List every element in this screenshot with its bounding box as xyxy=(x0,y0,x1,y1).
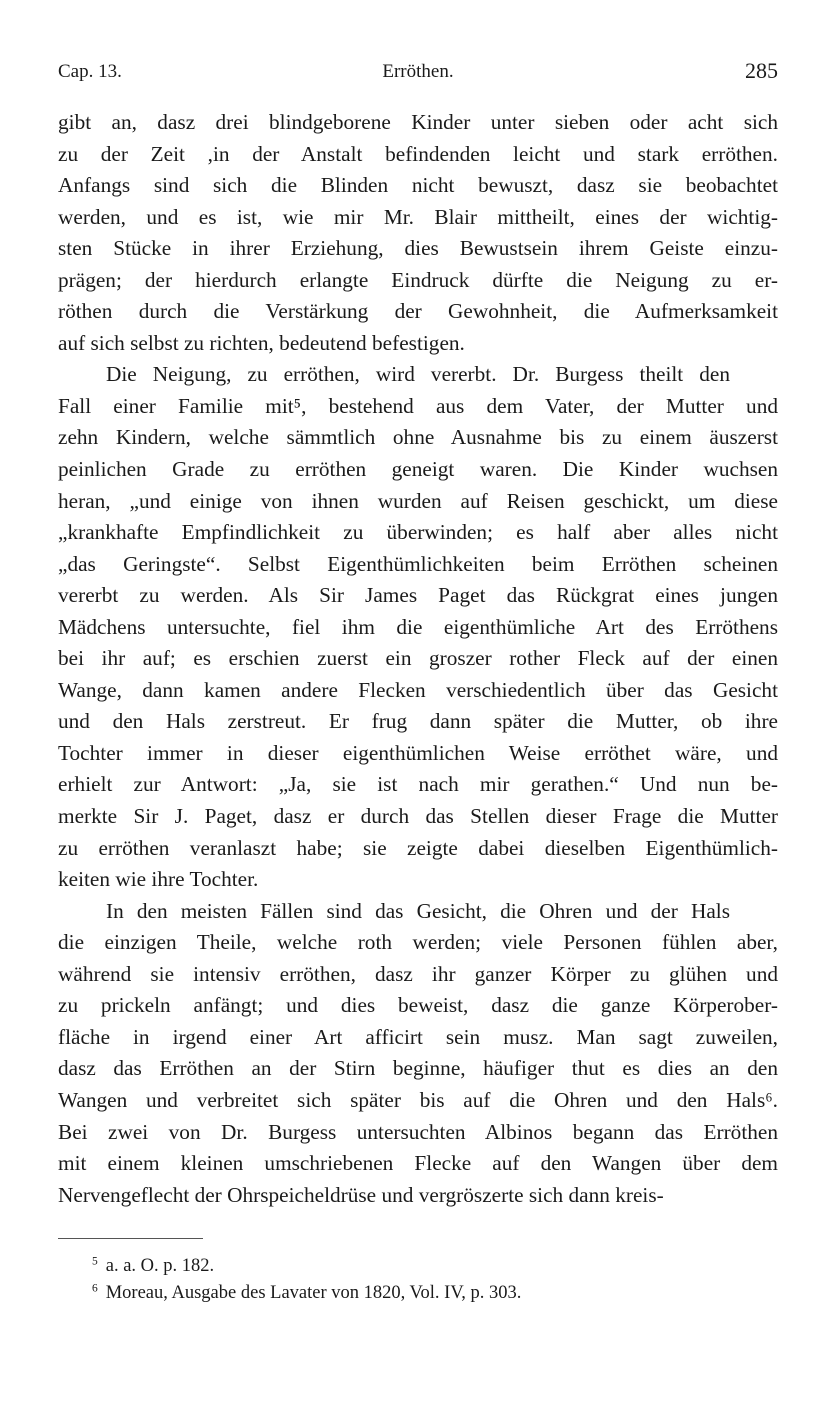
line-text: und den Hals zerstreut. Er frug dann später die Mutter, ob ihre xyxy=(58,709,778,734)
text-line xyxy=(58,296,778,328)
text-line xyxy=(58,801,778,833)
body-text xyxy=(58,107,778,1211)
line-text: mit einem kleinen umschriebenen Flecke auf den Wangen über dem xyxy=(58,1151,778,1176)
line-text: zehn Kindern, welche sämmtlich ohne Ausnahme bis zu einem äuszerst xyxy=(58,425,778,450)
line-text: erhielt zur Antwort: „Ja, sie ist nach mir gerathen.“ Und nun be- xyxy=(58,772,778,797)
line-text: zu der Zeit ,in der Anstalt befindenden leicht und stark erröthen. xyxy=(58,141,778,166)
line-text: die einzigen Theile, welche roth werden; viele Personen fühlen aber, xyxy=(58,930,778,955)
text-line xyxy=(58,265,778,297)
footnotes xyxy=(92,1253,772,1307)
line-text: fläche in irgend einer Art afficirt sein musz. Man sagt zuweilen, xyxy=(58,1024,778,1049)
paragraph-3 xyxy=(58,896,778,1211)
text-line xyxy=(58,990,778,1022)
line-text: auf sich selbst zu richten, bedeutend befestigen. xyxy=(58,330,465,355)
text-line xyxy=(58,612,778,644)
line-text: merkte Sir J. Paget, dasz er durch das Stellen dieser Frage die Mutter xyxy=(58,804,778,829)
line-text: Wange, dann kamen andere Flecken verschiedentlich über das Gesicht xyxy=(58,677,778,702)
text-line xyxy=(58,1022,778,1054)
text-line xyxy=(58,706,778,738)
text-line xyxy=(58,170,778,202)
text-line xyxy=(58,517,778,549)
footnote-5 xyxy=(92,1253,772,1280)
text-line xyxy=(58,1053,778,1085)
line-text: werden, und es ist, wie mir Mr. Blair mittheilt, eines der wichtig- xyxy=(58,204,778,229)
line-text: zu prickeln anfängt; und dies beweist, dasz die ganze Körperober- xyxy=(58,993,778,1018)
footnote-text: Moreau, Ausgabe des Lavater von 1820, Vol. IV, p. 303. xyxy=(105,1283,522,1303)
text-line xyxy=(58,1148,778,1180)
line-text: Die Neigung, zu erröthen, wird vererbt. Dr. Burgess theilt den xyxy=(106,362,730,387)
page-number: 285 xyxy=(745,58,778,83)
footnote-mark: 5 xyxy=(92,1255,98,1268)
line-text: heran, „und einige von ihnen wurden auf Reisen geschickt, um diese xyxy=(58,488,778,513)
line-text: vererbt zu werden. Als Sir James Paget das Rückgrat eines jungen xyxy=(58,583,778,608)
text-line xyxy=(58,107,778,139)
text-line xyxy=(58,391,778,423)
paragraph-1 xyxy=(58,107,778,359)
text-line xyxy=(58,769,778,801)
text-line xyxy=(58,864,778,896)
paragraph-2 xyxy=(58,359,778,895)
text-line xyxy=(58,1180,778,1212)
line-text: sten Stücke in ihrer Erziehung, dies Bewustsein ihrem Geiste einzu- xyxy=(58,236,778,261)
line-text: dasz das Erröthen an der Stirn beginne, häufiger thut es dies an den xyxy=(58,1056,778,1081)
line-text: „krankhafte Empfindlichkeit zu überwinden; es half aber alles nicht xyxy=(58,520,778,545)
text-line xyxy=(58,454,778,486)
line-text: peinlichen Grade zu erröthen geneigt waren. Die Kinder wuchsen xyxy=(58,457,778,482)
text-line xyxy=(58,486,778,518)
line-text: Nervengeflecht der Ohrspeicheldrüse und vergröszerte sich dann kreis- xyxy=(58,1182,664,1207)
line-text: In den meisten Fällen sind das Gesicht, die Ohren und der Hals xyxy=(106,898,730,923)
text-line xyxy=(58,1085,778,1117)
footnote-mark: 6 xyxy=(92,1282,98,1295)
text-line xyxy=(58,422,778,454)
line-text: bei ihr auf; es erschien zuerst ein groszer rother Fleck auf der einen xyxy=(58,646,778,671)
text-line xyxy=(58,643,778,675)
line-text: Bei zwei von Dr. Burgess untersuchten Albinos begann das Erröthen xyxy=(58,1119,778,1144)
line-text: prägen; der hierdurch erlangte Eindruck dürfte die Neigung zu er- xyxy=(58,267,778,292)
text-line xyxy=(58,580,778,612)
text-line xyxy=(58,328,778,360)
line-text: zu erröthen veranlaszt habe; sie zeigte dabei dieselben Eigenthümlich- xyxy=(58,835,778,860)
line-text: gibt an, dasz drei blindgeborene Kinder unter sieben oder acht sich xyxy=(58,110,778,134)
footnote-6 xyxy=(92,1280,772,1307)
line-text: „das Geringste“. Selbst Eigenthümlichkeiten beim Erröthen scheinen xyxy=(58,551,778,576)
text-line xyxy=(58,359,778,391)
text-line xyxy=(58,549,778,581)
line-text: keiten wie ihre Tochter. xyxy=(58,867,259,892)
text-line xyxy=(58,233,778,265)
line-text: röthen durch die Verstärkung der Gewohnheit, die Aufmerksamkeit xyxy=(58,299,778,324)
running-title: Erröthen. xyxy=(382,61,454,82)
line-text: Mädchens untersuchte, fiel ihm die eigenthümliche Art des Erröthens xyxy=(58,614,778,639)
line-text: während sie intensiv erröthen, dasz ihr ganzer Körper zu glühen und xyxy=(58,961,778,986)
text-line xyxy=(58,927,778,959)
text-line xyxy=(58,738,778,770)
line-text: Tochter immer in dieser eigenthümlichen Weise erröthet wäre, und xyxy=(58,740,778,765)
text-line xyxy=(58,959,778,991)
text-line xyxy=(58,202,778,234)
line-text: Wangen und verbreitet sich später bis auf die Ohren und den Hals⁶. xyxy=(58,1087,778,1112)
text-line xyxy=(58,833,778,865)
line-text: Fall einer Familie mit⁵, bestehend aus dem Vater, der Mutter und xyxy=(58,393,778,418)
text-line xyxy=(58,675,778,707)
text-line xyxy=(58,1117,778,1149)
chapter-label: Cap. 13. xyxy=(58,61,122,82)
running-header xyxy=(58,58,778,88)
text-line xyxy=(58,139,778,171)
text-line xyxy=(58,896,778,928)
footnote-separator xyxy=(58,1238,203,1239)
footnote-text: a. a. O. p. 182. xyxy=(105,1256,215,1276)
line-text: Anfangs sind sich die Blinden nicht bewuszt, dasz sie beobachtet xyxy=(58,173,778,198)
